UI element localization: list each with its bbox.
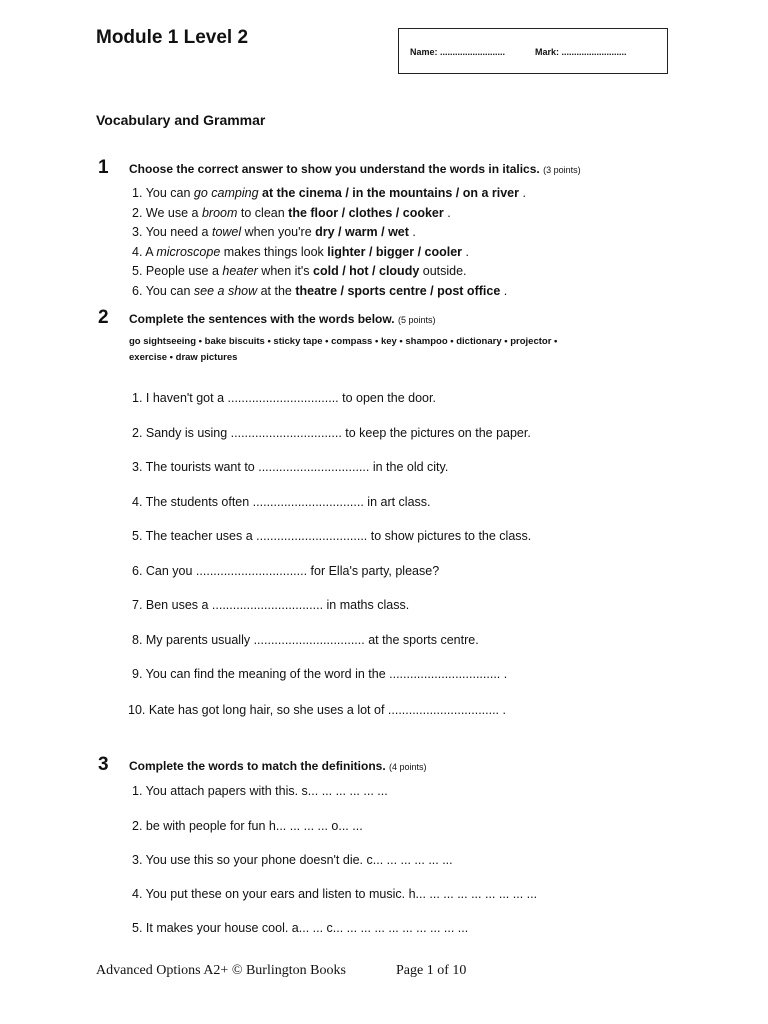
- exercise-1-item: [132, 245, 469, 259]
- item-text: You need a: [145, 225, 212, 239]
- page-title: Module 1 Level 2: [96, 27, 249, 48]
- item-text: when you're: [241, 225, 316, 239]
- exercise-1-instruction-text: Choose the correct answer to show you understand the words in italics.: [129, 162, 540, 176]
- italic-word: broom: [201, 206, 238, 220]
- item-text: You can: [145, 186, 194, 200]
- item-text: to clean: [237, 206, 289, 220]
- section-title: Vocabulary and Grammar: [96, 112, 266, 128]
- exercise-2-instruction-text: Complete the sentences with the words below.: [129, 312, 395, 326]
- exercise-2-item[interactable]: 7. Ben uses a ................................ in maths class.: [132, 598, 410, 612]
- exercise-1-item: [132, 225, 416, 239]
- item-text: .: [408, 225, 416, 239]
- exercise-3-item[interactable]: 3. You use this so your phone doesn't die. c... ... ... ... ... ...: [132, 853, 453, 867]
- item-text: when it's: [257, 264, 314, 278]
- exercise-2-item[interactable]: 5. The teacher uses a ................................ to show pictures to the class.: [132, 529, 532, 543]
- answer-options[interactable]: the floor / clothes / cooker: [288, 206, 444, 220]
- exercise-3-points: (4 points): [389, 762, 427, 772]
- footer-publisher: Advanced Options A2+ © Burlington Books: [96, 963, 346, 978]
- exercise-2-item[interactable]: 2. Sandy is using ................................ to keep the pictures on the paper.: [132, 426, 531, 440]
- item-text: A: [145, 245, 157, 259]
- word-bank-line: exercise • draw pictures: [129, 352, 238, 363]
- exercise-1-item: [132, 284, 507, 298]
- word-bank-line: go sightseeing • bake biscuits • sticky tape • compass • key • shampoo • dictionary • projector •: [129, 336, 558, 347]
- exercise-2-item[interactable]: 8. My parents usually ................................ at the sports centre.: [132, 633, 479, 647]
- name-field[interactable]: Name: ..........................: [410, 47, 506, 57]
- exercise-2-number: 2: [98, 307, 109, 328]
- item-number: 4.: [132, 245, 143, 259]
- name-mark-box: [398, 28, 668, 74]
- footer-page-number: Page 1 of 10: [396, 963, 467, 978]
- italic-word: microscope: [156, 245, 221, 259]
- exercise-2-item[interactable]: 6. Can you ................................ for Ella's party, please?: [132, 564, 440, 578]
- exercise-2-item[interactable]: 3. The tourists want to ................................ in the old city.: [132, 460, 449, 474]
- item-text: You can: [145, 284, 194, 298]
- exercise-3-instruction: [129, 759, 427, 773]
- answer-options[interactable]: cold / hot / cloudy: [313, 264, 420, 278]
- exercise-1-points: (3 points): [543, 165, 581, 175]
- item-text: People use a: [145, 264, 223, 278]
- answer-options[interactable]: dry / warm / wet: [315, 225, 409, 239]
- item-number: 2.: [132, 206, 143, 220]
- item-text: outside.: [419, 264, 467, 278]
- exercise-3-item[interactable]: 1. You attach papers with this. s... ... ... ... ... ...: [132, 784, 388, 798]
- item-number: 6.: [132, 284, 143, 298]
- exercise-3-number: 3: [98, 754, 109, 775]
- exercise-1-item: [132, 186, 526, 200]
- item-number: 3.: [132, 225, 143, 239]
- exercise-1-item: [132, 264, 467, 278]
- item-number: 5.: [132, 264, 143, 278]
- item-text: .: [462, 245, 469, 259]
- exercise-3-item[interactable]: 5. It makes your house cool. a... ... c... ... ... ... ... ... ... ... ... ...: [132, 921, 469, 935]
- item-text: .: [519, 186, 526, 200]
- answer-options[interactable]: lighter / bigger / cooler: [327, 245, 463, 259]
- exercise-2-item[interactable]: 1. I haven't got a ................................ to open the door.: [132, 391, 436, 405]
- italic-word: see a show: [193, 284, 258, 298]
- exercise-3-instruction-text: Complete the words to match the definitions.: [129, 759, 386, 773]
- answer-options[interactable]: at the cinema / in the mountains / on a river: [262, 186, 520, 200]
- item-number: 1.: [132, 186, 143, 200]
- italic-word: go camping: [193, 186, 259, 200]
- item-text: .: [443, 206, 451, 220]
- item-text: We use a: [145, 206, 202, 220]
- exercise-1-instruction: [129, 162, 581, 176]
- exercise-1-item: [132, 206, 451, 220]
- exercise-1-number: 1: [98, 157, 109, 178]
- exercise-2-points: (5 points): [397, 315, 436, 325]
- exercise-2-instruction: [129, 312, 435, 326]
- italic-word: towel: [211, 225, 242, 239]
- exercise-3-item[interactable]: 2. be with people for fun h... ... ... ... o... ...: [132, 819, 363, 833]
- answer-options[interactable]: theatre / sports centre / post office: [295, 284, 501, 298]
- exercise-2-item[interactable]: 10. Kate has got long hair, so she uses a lot of ................................ .: [128, 703, 506, 717]
- item-text: .: [500, 284, 508, 298]
- item-text: makes things look: [220, 245, 328, 259]
- italic-word: heater: [222, 264, 258, 278]
- item-text: at the: [257, 284, 296, 298]
- word-bank: [129, 334, 649, 366]
- exercise-2-item[interactable]: 9. You can find the meaning of the word in the ................................ .: [132, 667, 508, 681]
- exercise-2-item[interactable]: 4. The students often ................................ in art class.: [132, 495, 431, 509]
- exercise-3-item[interactable]: 4. You put these on your ears and listen to music. h... ... ... ... ... ... ... ... ...: [132, 887, 538, 901]
- mark-field[interactable]: Mark: ..........................: [535, 47, 627, 57]
